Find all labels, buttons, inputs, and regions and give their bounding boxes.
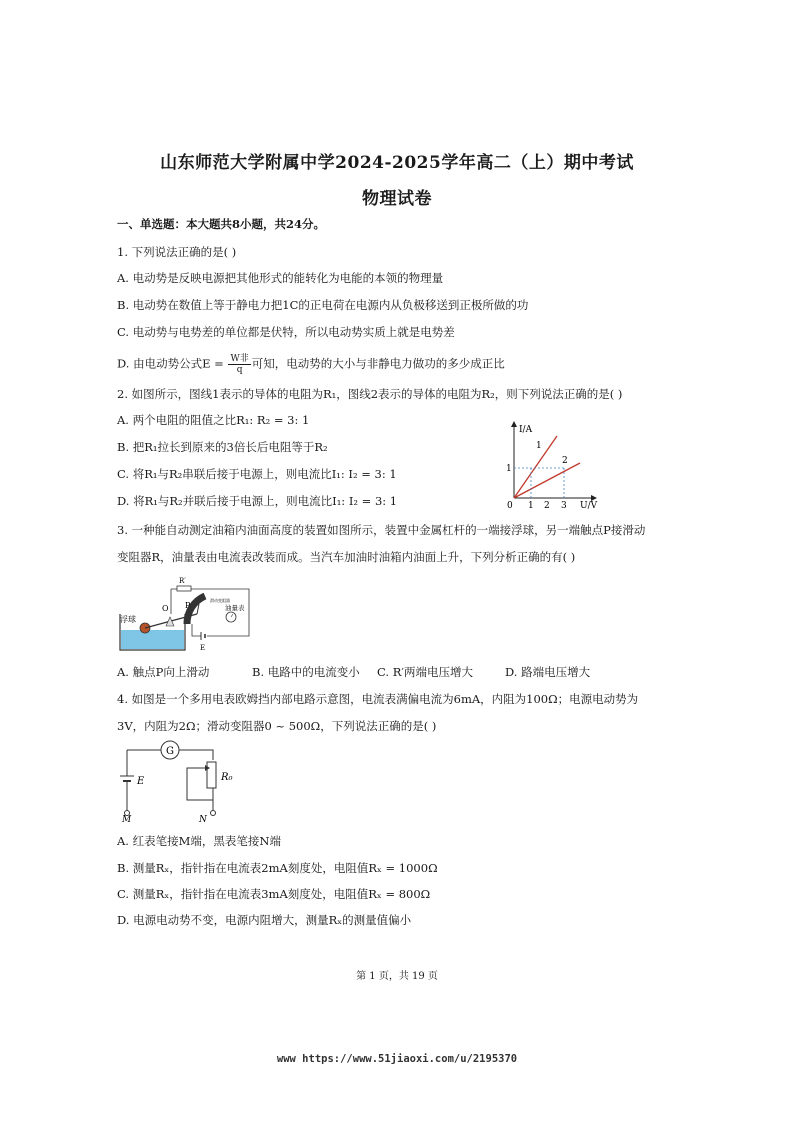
q4-option-c: C. 测量Rₓ，指针指在电流表3mA刻度处，电阻值Rₓ = 800Ω <box>117 887 431 901</box>
resistor-r-prime <box>177 586 191 591</box>
q4-stem-line2: 3V，内阻为2Ω；滑动变阻器0 ~ 500Ω，下列说法正确的是( ) <box>117 719 437 733</box>
source-watermark: www https://www.51jiaoxi.com/u/2195370 <box>276 1053 518 1065</box>
pivot-o-label: O <box>162 604 169 613</box>
q2-option-b: B. 把R₁拉长到原来的3倍长后电阻等于R₂ <box>117 440 328 454</box>
x-tick-1: 1 <box>528 501 534 510</box>
q4-option-a: A. 红表笔接M端，黑表笔接N端 <box>117 834 281 848</box>
q3-options <box>117 664 590 680</box>
page-subtitle: 物理试卷 <box>362 189 432 209</box>
q1-option-a: A. 电动势是反映电源把其他形式的能转化为电能的本领的物理量 <box>117 271 444 285</box>
section-heading: 一、单选题：本大题共8小题，共24分。 <box>117 217 326 231</box>
ohmmeter-circuit <box>117 738 247 824</box>
q3-stem-line1: 3. 一种能自动测定油箱内油面高度的装置如图所示，装置中金属杠杆的一端接浮球，另一端触点P接滑动 <box>117 523 646 537</box>
circuit-wire-top <box>171 589 249 636</box>
q1-option-b: B. 电动势在数值上等于静电力把1C的正电荷在电源内从负极移送到正极所做的功 <box>117 298 529 312</box>
battery-e-label: E <box>137 776 145 787</box>
fuel-gauge-diagram <box>117 574 257 654</box>
q2-option-a: A. 两个电阻的阻值之比R₁: R₂ = 3: 1 <box>117 413 310 427</box>
q2-option-d: D. 将R₁与R₂并联后接于电源上，则电流比I₁: I₂ = 3: 1 <box>117 494 398 508</box>
battery-e-label: E <box>200 644 206 652</box>
q3-stem-line2: 变阻器R，油量表由电流表改装而成。当汽车加油时油箱内油面上升，下列分析正确的有( ) <box>117 550 576 564</box>
page-title: 山东师范大学附属中学2024-2025学年高二（上）期中考试 <box>160 153 634 173</box>
rheostat-bypass-wire <box>187 788 213 800</box>
q1-option-d <box>117 354 505 375</box>
q4-option-b: B. 测量Rₓ，指针指在电流表2mA刻度处，电阻值Rₓ = 1000Ω <box>117 861 438 875</box>
q4-option-d: D. 电源电动势不变，电源内阻增大，测量Rₓ的测量值偏小 <box>117 913 412 927</box>
q2-option-c: C. 将R₁与R₂串联后接于电源上，则电流比I₁: I₂ = 3: 1 <box>117 467 397 481</box>
origin-label: 0 <box>507 501 513 510</box>
rheostat-r0 <box>207 762 216 788</box>
fuel-liquid <box>121 630 184 649</box>
q3-option-d: D. 路端电压增大 <box>505 665 591 679</box>
resistor-text: 滑动变阻器 <box>210 598 230 603</box>
q3-option-c: C. R′两端电压增大 <box>377 665 473 679</box>
rheostat-slider-wire <box>187 768 205 788</box>
q3-option-a: A. 触点P向上滑动 <box>117 665 210 679</box>
y-axis-label: I/A <box>519 425 533 435</box>
terminal-n-label: N <box>199 815 207 824</box>
circuit-wire-bottom <box>192 624 201 636</box>
float-label: 浮球 <box>120 615 136 624</box>
x-axis-label: U/V <box>580 501 598 510</box>
fraction-denominator: q <box>236 365 243 375</box>
line-1-label: 1 <box>536 441 542 451</box>
fuel-meter-label: 油量表 <box>225 604 245 612</box>
line-2-label: 2 <box>562 456 568 466</box>
contact-p-label: P <box>185 601 191 610</box>
emf-formula-fraction <box>228 354 250 375</box>
page-footer: 第 1 页，共 19 页 <box>356 971 438 982</box>
q2-stem: 2. 如图所示，图线1表示的导体的电阻为R₁，图线2表示的导体的电阻为R₂，则下列说法正确的是( ) <box>117 387 623 401</box>
q1-option-d-prefix: D. 由电动势公式E = <box>117 356 228 371</box>
terminal-n <box>211 811 216 816</box>
fraction-numerator: W非 <box>230 354 249 364</box>
q4-stem-line1: 4. 如图是一个多用电表欧姆挡内部电路示意图，电流表满偏电流为6mA，内阻为100Ω；电源电动势为 <box>117 692 639 706</box>
q1-option-c: C. 电动势与电势差的单位都是伏特，所以电动势实质上就是电势差 <box>117 325 455 339</box>
r-prime-label: R′ <box>179 577 186 585</box>
rheostat-label: R₀ <box>221 772 233 783</box>
terminal-m-label: M <box>122 815 132 824</box>
x-tick-3: 3 <box>561 501 567 510</box>
q1-option-d-suffix: 可知，电动势的大小与非静电力做功的多少成正比 <box>251 356 505 371</box>
galvanometer-label: G <box>166 746 174 757</box>
q3-option-b: B. 电路中的电流变小 <box>252 665 360 679</box>
iu-graph <box>502 418 602 510</box>
x-tick-2: 2 <box>544 501 550 510</box>
y-tick-1: 1 <box>506 464 512 474</box>
q1-stem: 1. 下列说法正确的是( ) <box>117 245 237 259</box>
